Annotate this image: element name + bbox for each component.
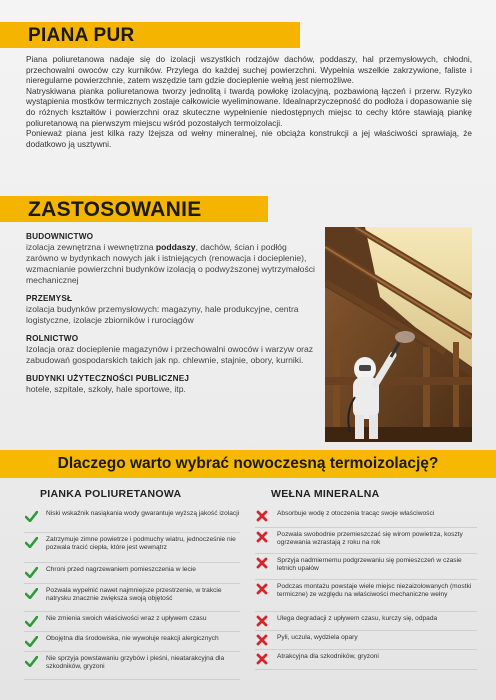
con-item bbox=[255, 631, 477, 650]
cross-icon bbox=[255, 531, 269, 543]
intro-text bbox=[26, 54, 472, 149]
checkmark-icon bbox=[24, 635, 38, 647]
application-item bbox=[26, 333, 316, 366]
pro-item bbox=[24, 507, 240, 533]
cons-list bbox=[255, 507, 477, 670]
con-text: Sprzyja nadmiernemu podgrzewaniu się pomieszczeń w czasie letnich upałów bbox=[277, 557, 462, 573]
pro-item bbox=[24, 533, 240, 563]
application-item bbox=[26, 231, 316, 286]
con-text: Podczas montażu powstaje wiele miejsc niezaizolowanych (mostki termiczne) ze względu na właściwości mechaniczne wełny bbox=[277, 583, 472, 599]
application-text: izolacja budynków przemysłowych: magazyny, hale produkcyjne, centra logistyczne, izolacje zbiorników i rurociągów bbox=[26, 304, 299, 325]
pro-item bbox=[24, 612, 240, 632]
application-text: Izolacja oraz docieplenie magazynów i przechowalni owoców i warzyw oraz zabudowań gospodarskich takich jak np. chlewnie, stajnie, obory, kurniki. bbox=[26, 344, 314, 365]
section-banner-why bbox=[0, 450, 496, 478]
application-item bbox=[26, 293, 316, 326]
pro-item bbox=[24, 632, 240, 652]
cross-icon bbox=[255, 583, 269, 595]
intro-paragraph: Natryskiwana pianka poliuretanowa tworzy jednolitą i twardą powłokę izolacyjną, pozbawioną łączeń i przerw. Ryzyko wystąpienia mostków termicznych zostaje całkowicie wyeliminowane. Idealnaprzyczepność do podłoża i dopasowanie się do różnych kształtów i powierzchni oraz skuteczne wypełnienie niedostępnych miejsc to cechy które stawiają piankę poliuretanową na pierwszym miejscu wśród pozostałych termoizolacji. bbox=[26, 85, 472, 128]
section-title: ZASTOSOWANIE bbox=[28, 197, 202, 221]
pro-text: Obojętna dla środowiska, nie wywołuje reakcji alergicznych bbox=[46, 635, 219, 642]
checkmark-icon bbox=[24, 566, 38, 578]
pro-text: Zatrzymuje zimne powietrze i podmuchy wiatru, jednocześnie nie pozwala tracić ciepła, które jest wewnątrz bbox=[46, 536, 236, 552]
cross-icon bbox=[255, 653, 269, 665]
section-title: Dlaczego warto wybrać nowoczesną termoizolację? bbox=[57, 455, 439, 473]
checkmark-icon bbox=[24, 587, 38, 599]
checkmark-icon bbox=[24, 536, 38, 548]
application-heading: BUDYNKI UŻYTECZNOŚCI PUBLICZNEJ bbox=[26, 374, 190, 383]
pro-item bbox=[24, 652, 240, 680]
pro-item bbox=[24, 563, 240, 584]
section-title: PIANA PUR bbox=[28, 24, 135, 46]
pro-text: Niski wskaźnik nasiąkania wody gwarantuje wyższą jakość izolacji bbox=[46, 510, 240, 517]
intro-paragraph: Piana poliuretanowa nadaje się do izolacji wszystkich rodzajów dachów, poddaszy, hal przemysłowych, chłodni, przechowalni owoców czy kurników. Przylega do każdej suchej powierzchni. Wypełnia wszelkie zakrzywione, faliste i nieregularne powierzchnie, zatem wszędzie tam gdzie docieplenie wełną jest niemożliwe. bbox=[26, 54, 472, 86]
pro-item bbox=[24, 584, 240, 612]
con-item bbox=[255, 554, 477, 580]
application-item bbox=[26, 373, 316, 395]
intro-paragraph: Ponieważ piana jest kilka razy lżejsza od wełny mineralnej, nie obciąża konstrukcji a jej właściwości sprawiają, że dodatkowo ją usztywni. bbox=[26, 128, 472, 149]
pro-text: Chroni przed nagrzewaniem pomieszczenia w lecie bbox=[46, 566, 196, 573]
pros-list bbox=[24, 507, 240, 680]
con-text: Atrakcyjna dla szkodników, gryzoni bbox=[277, 653, 379, 660]
section-banner-piana-pur bbox=[0, 22, 300, 48]
checkmark-icon bbox=[24, 510, 38, 522]
cross-icon bbox=[255, 557, 269, 569]
application-heading: PRZEMYSŁ bbox=[26, 294, 73, 303]
application-text: izolacja zewnętrzna i wewnętrzna poddaszy, dachów, ścian i podłóg zarówno w bydynkach nowych jak i istniejących (renowacja i docieplenie), wzmacnianie powierzchni budynków izolacją o podwyższonej wytrzymałości mechanicznej bbox=[26, 242, 315, 285]
con-item bbox=[255, 507, 477, 528]
application-heading: ROLNICTWO bbox=[26, 334, 79, 343]
application-text: hotele, szpitale, szkoły, hale sportowe, itp. bbox=[26, 384, 186, 394]
con-item bbox=[255, 528, 477, 554]
cross-icon bbox=[255, 615, 269, 627]
attic-spray-foam-photo bbox=[325, 227, 472, 442]
pro-text: Nie sprzyja powstawaniu grzybów i pleśni, nieatarakcyjna dla szkodników, gryzoni bbox=[46, 655, 225, 671]
con-text: Ulega degradacji z upływem czasu, kurczy się, odpada bbox=[277, 615, 438, 622]
con-item bbox=[255, 650, 477, 670]
con-item bbox=[255, 612, 477, 631]
checkmark-icon bbox=[24, 655, 38, 667]
column-heading-welna: WEŁNA MINERALNA bbox=[271, 488, 380, 500]
pro-text: Pozwala wypełnić nawet najmniejsze przestrzenie, w trakcie natrysku znacznie zwiększa swoją objętość bbox=[46, 587, 222, 603]
con-item bbox=[255, 580, 477, 612]
section-banner-zastosowanie bbox=[0, 196, 268, 222]
applications-list bbox=[26, 231, 316, 402]
checkmark-icon bbox=[24, 615, 38, 627]
con-text: Absorbuje wodę z otoczenia tracąc swoje właściwości bbox=[277, 510, 435, 517]
cross-icon bbox=[255, 634, 269, 646]
con-text: Pozwala swobodnie przemieszczać się wirom powietrza, koszty ogrzewania wzrastają z roku na rok bbox=[277, 531, 463, 547]
con-text: Pyli, uczula, wydziela opary bbox=[277, 634, 358, 641]
cross-icon bbox=[255, 510, 269, 522]
application-heading: BUDOWNICTWO bbox=[26, 232, 94, 241]
pro-text: Nie zmienia swoich właściwości wraz z upływem czasu bbox=[46, 615, 207, 622]
column-heading-pianka: PIANKA POLIURETANOWA bbox=[40, 488, 182, 500]
